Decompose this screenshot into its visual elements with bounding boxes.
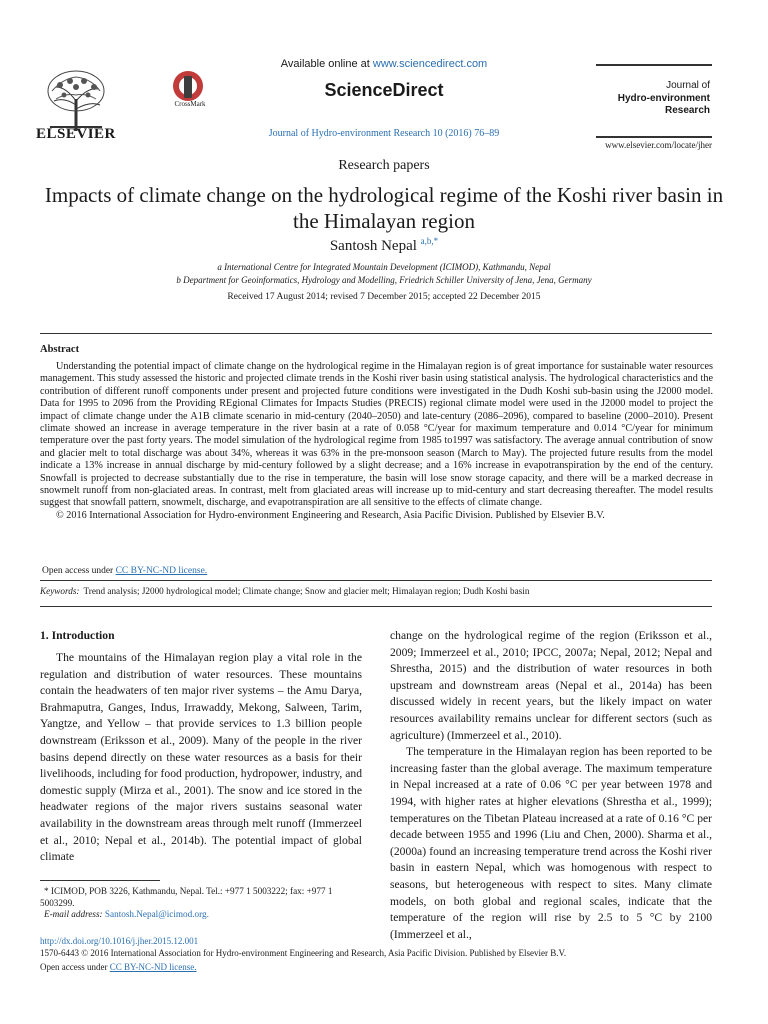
affiliation-b: b Department for Geoinformatics, Hydrology and Modelling, Friedrich Schiller University of Jena, Jena, Germany <box>176 275 592 285</box>
journal-logo-box <box>596 64 712 138</box>
divider <box>40 580 712 581</box>
elsevier-wordmark: ELSEVIER <box>36 126 116 142</box>
affiliation-a: a International Centre for Integrated Mountain Development (ICIMOD), Kathmandu, Nepal <box>217 262 551 272</box>
abstract-text: Understanding the potential impact of climate change on the hydrological regime in the Himalayan region is of great importance for sustainable water resources management. This study assessed the historic and projected climate trends in the Koshi river basin using statistical analysis. The hydrological characteristics and the contribution of different runoff components under present and projected future conditions were investigated in the Dudh Koshi sub-basin using the J2000 model. Data for 1995 to 2096 from the Providing REgional Climates for Impacts Studies (PRECIS) regional climate model were used in the J2000 model to project the impact of climate change under the A1B climate scenario in mid-century (2040–2050) and late-century (2086–2096), compared to baseline (2000–2010). Present climate showed an increase in average temperature in the river basin at a rate of 0.058 °C/year for maximum temperature and 0.014 °C/year for minimum temperature over the past forty years. The model simulation of the hydrological regime from 1985 to1997 was satisfactory. The average annual contribution of snow and glacier melt to total discharge was about 34%, whereas it was 63% in the pre-monsoon season (March to May). The projected future results from the model indicate a 13% increase in annual discharge by mid-century followed by a slight decrease; and a 16% increase in evapotranspiration by the end of the century. Snowfall is projected to decrease substantially due to the rise in temperature, the basin will lose snow storage capacity, and there will be a marked decrease in snowmelt runoff from non-glaciated areas. In contrast, melt from glaciated areas will increase up to mid-century and start decreasing thereafter. The model results suggest that snowfall pattern, snowmelt, discharge, and evapotranspiration are all sensitive to the effects of climate change. <box>40 361 713 509</box>
section-type: Research papers <box>338 158 430 173</box>
sciencedirect-wordmark: ScienceDirect <box>324 80 444 100</box>
intro-paragraph-2: The temperature in the Himalayan region has been reported to be increasing faster than the global average. The maximum temperature in Nepal increased at a rate of 0.06 °C per year between 1978 and 1994, with higher rates at higher elevations (Shrestha et al., 1999); temperatures on the Tibetan Plateau increased at a rate of 0.16 °C per decade between 1955 and 1996 (Liu and Chen, 2000). Sharma et al., (2000a) found an increasing temperature trend across the Koshi river basin in eastern Nepal, which was homogenous with respect to seasons, but heterogeneous with respect to sites. Many climate models, on both global and regional scales, indicate that the temperature of the region will rise by 2.5 to 5 °C by 2100 (Immerzeel et al., <box>390 745 712 941</box>
sciencedirect-link[interactable]: www.sciencedirect.com <box>372 58 488 70</box>
abstract-copyright: © 2016 International Association for Hydro-environment Engineering and Research, Asia Pacific Division. Published by Elsevier B.V. <box>56 509 605 521</box>
footer-copyright: 1570-6443 © 2016 International Association for Hydro-environment Engineering and Research, Asia Pacific Division. Published by Elsevier B.V. <box>40 948 567 958</box>
article-title: Impacts of climate change on the hydrological regime of the Koshi river basin in the Himalayan region <box>44 183 724 233</box>
author-name: Santosh Nepal <box>329 238 417 254</box>
divider <box>40 333 712 334</box>
doi-link[interactable]: http://dx.doi.org/10.1016/j.jher.2015.12.001 <box>40 936 199 946</box>
abstract-heading: Abstract <box>40 344 80 355</box>
journal-logo-line3: Research <box>664 105 710 116</box>
journal-citation[interactable]: Journal of Hydro-environment Research 10 (2016) 76–89 <box>268 128 500 139</box>
crossmark-label: CrossMark <box>174 100 206 108</box>
license-link[interactable]: CC BY-NC-ND license. <box>115 566 208 576</box>
footer-license-link[interactable]: CC BY-NC-ND license. <box>109 962 197 972</box>
footnote <box>40 886 362 921</box>
available-online: Available online at www.sciencedirect.com <box>280 58 488 70</box>
footnote-contact: * ICIMOD, POB 3226, Kathmandu, Nepal. Tel.: +977 1 5003222; fax: +977 1 5003299. <box>40 886 333 908</box>
body-column-left <box>40 628 362 866</box>
intro-paragraph-continued: change on the hydrological regime of the region (Eriksson et al., 2009; Immerzeel et al., 2010; IPCC, 2007a; Nepal, 2012; Nepal and Shrestha, 2015) and the distribution of water resources in both upstream and downstream areas (Nepal et al., 2014a) has been discussed widely in recent years, but the likely impact on water resources availability remains unclear for different sectors (such as agriculture) (Immerzeel et al., 2010). <box>390 629 712 742</box>
keywords-text: Trend analysis; J2000 hydrological model; Climate change; Snow and glacier melt; Himalayan region; Dudh Koshi basin <box>83 586 530 596</box>
open-access-notice: Open access under CC BY-NC-ND license. <box>42 566 208 576</box>
journal-logo-line1: Journal of <box>666 80 710 91</box>
author-affil-markers[interactable]: a,b,* <box>420 236 439 246</box>
intro-paragraph-1: The mountains of the Himalayan region play a vital role in the regulation and distribution of water resources. These mountains contain the headwaters of ten major river systems – the Amu Darya, Brahmaputra, Ganges, Indus, Irrawaddy, Mekong, Salween, Tarim, Yangtze, and Yellow – that provide services to 1.3 billion people downstream (Eriksson et al., 2009). Many of the people in the river basins depend directly on these water resources as a basis for their livelihoods, including for food production, hydropower, industry, and domestic supply (Mirza et al., 2001). The snow and ice stored in the headwater regions of the major rivers sustains seasonal water availability in the downstream areas through melt runoff (Immerzeel et al., 2010; Nepal et al., 2014b). The potential impact of global climate <box>40 651 362 864</box>
journal-url[interactable]: www.elsevier.com/locate/jher <box>605 140 712 150</box>
received-dates: Received 17 August 2014; revised 7 December 2015; accepted 22 December 2015 <box>227 292 541 302</box>
divider <box>40 606 712 607</box>
keywords-label: Keywords: <box>40 586 80 596</box>
footnote-email: E-mail address: Santosh.Nepal@icimod.org. <box>44 909 209 920</box>
journal-logo-line2: Hydro-environment <box>617 93 710 104</box>
email-link[interactable]: Santosh.Nepal@icimod.org. <box>104 909 209 920</box>
section-heading: 1. Introduction <box>40 629 115 642</box>
footnote-rule <box>40 880 160 881</box>
body-column-right <box>390 628 712 943</box>
footer-open-access: Open access under CC BY-NC-ND license. <box>40 962 197 972</box>
abstract-body <box>40 361 713 522</box>
author <box>0 236 768 255</box>
keywords <box>40 586 529 596</box>
